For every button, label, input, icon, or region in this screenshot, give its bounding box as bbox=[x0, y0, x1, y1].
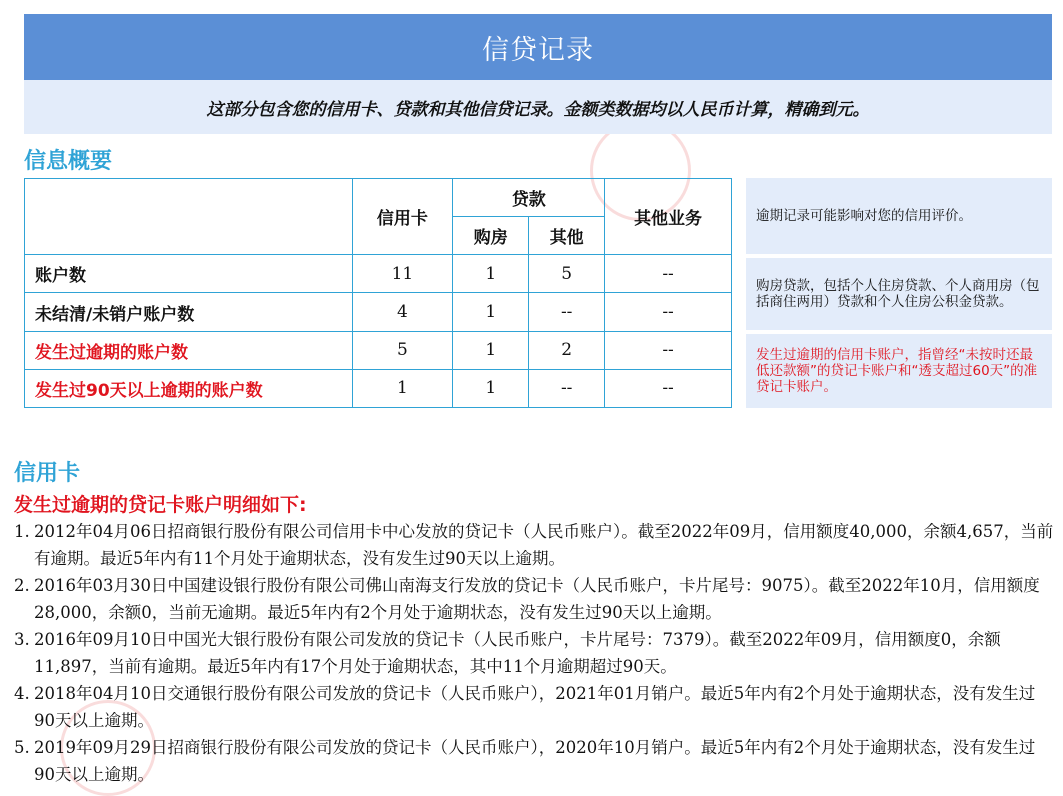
cell-other-business: -- bbox=[605, 331, 732, 369]
note-text: 发生过逾期的信用卡账户，指曾经“未按时还最低还款额”的贷记卡账户和“透支超过60天”的准贷记卡账户。 bbox=[756, 347, 1038, 395]
section-header bbox=[24, 14, 1052, 80]
note-text: 逾期记录可能影响对您的信用评价。 bbox=[756, 208, 972, 224]
note-overdue bbox=[746, 178, 1052, 254]
list-item-text: 2012年04月06日招商银行股份有限公司信用卡中心发放的贷记卡（人民币账户）。截至2022年09月，信用额度40,000，余额4,657，当前有逾期。最近5年内有11个月处于逾期状态，没有发生过90天以上逾期。 bbox=[34, 522, 1054, 568]
cell-other: -- bbox=[529, 293, 605, 331]
list-item-text: 2018年04月10日交通银行股份有限公司发放的贷记卡（人民币账户），2021年01月销户。最近5年内有2个月处于逾期状态，没有发生过90天以上逾期。 bbox=[34, 684, 1036, 730]
list-item bbox=[14, 626, 1054, 680]
list-item-text: 2019年09月29日招商银行股份有限公司发放的贷记卡（人民币账户），2020年10月销户。最近5年内有2个月处于逾期状态，没有发生过90天以上逾期。 bbox=[34, 738, 1036, 784]
credit-card-title: 信用卡 bbox=[14, 461, 81, 486]
header-other: 其他 bbox=[529, 217, 605, 255]
list-item-text: 2016年09月10日中国光大银行股份有限公司发放的贷记卡（人民币账户，卡片尾号：7379）。截至2022年09月，信用额度0，余额11,897，当前有逾期。最近5年内有17个月处于逾期状态，其中11个月逾期超过90天。 bbox=[34, 630, 1001, 676]
cell-credit-card: 11 bbox=[352, 255, 453, 293]
header-housing: 购房 bbox=[453, 217, 529, 255]
section-note-text: 这部分包含您的信用卡、贷款和其他信贷记录。金额类数据均以人民币计算，精确到元。 bbox=[206, 99, 870, 120]
row-label: 未结清/未销户账户数 bbox=[25, 293, 353, 331]
list-item-number: 1. bbox=[14, 522, 30, 541]
notes-column bbox=[746, 178, 1052, 412]
overview-title: 信息概要 bbox=[24, 149, 113, 174]
table-row bbox=[25, 255, 732, 293]
cell-other-business: -- bbox=[605, 369, 732, 407]
cell-housing: 1 bbox=[453, 255, 529, 293]
row-label: 账户数 bbox=[25, 255, 353, 293]
overview-table bbox=[24, 178, 732, 408]
cell-other: 2 bbox=[529, 331, 605, 369]
credit-card-subtitle: 发生过逾期的贷记卡账户明细如下: bbox=[14, 494, 307, 516]
list-item-number: 2. bbox=[14, 576, 30, 595]
list-item-text: 2016年03月30日中国建设银行股份有限公司佛山南海支行发放的贷记卡（人民币账户，卡片尾号：9075）。截至2022年10月，信用额度28,000，余额0，当前无逾期。最近5年内有2个月处于逾期状态，没有发生过90天以上逾期。 bbox=[34, 576, 1040, 622]
note-housing-loan bbox=[746, 258, 1052, 330]
section-title: 信贷记录 bbox=[482, 34, 594, 66]
cell-housing: 1 bbox=[453, 369, 529, 407]
cell-other-business: -- bbox=[605, 293, 732, 331]
table-row bbox=[25, 293, 732, 331]
table-row bbox=[25, 369, 732, 407]
record-list bbox=[14, 518, 1054, 788]
header-empty-cell bbox=[25, 179, 353, 255]
cell-credit-card: 5 bbox=[352, 331, 453, 369]
header-other-business: 其他业务 bbox=[605, 179, 732, 255]
list-item bbox=[14, 572, 1054, 626]
note-overdue-card bbox=[746, 334, 1052, 408]
cell-credit-card: 4 bbox=[352, 293, 453, 331]
list-item-number: 4. bbox=[14, 684, 30, 703]
section-note bbox=[24, 80, 1052, 134]
list-item bbox=[14, 680, 1054, 734]
row-label: 发生过90天以上逾期的账户数 bbox=[25, 369, 353, 407]
list-item bbox=[14, 518, 1054, 572]
header-credit-card: 信用卡 bbox=[352, 179, 453, 255]
cell-other: -- bbox=[529, 369, 605, 407]
row-label: 发生过逾期的账户数 bbox=[25, 331, 353, 369]
list-item-number: 3. bbox=[14, 630, 30, 649]
cell-credit-card: 1 bbox=[352, 369, 453, 407]
list-item bbox=[14, 734, 1054, 788]
table-row bbox=[25, 331, 732, 369]
cell-housing: 1 bbox=[453, 293, 529, 331]
cell-other-business: -- bbox=[605, 255, 732, 293]
list-item-number: 5. bbox=[14, 738, 30, 757]
cell-housing: 1 bbox=[453, 331, 529, 369]
header-loan: 贷款 bbox=[453, 179, 605, 217]
cell-other: 5 bbox=[529, 255, 605, 293]
note-text: 购房贷款，包括个人住房贷款、个人商用房（包括商住两用）贷款和个人住房公积金贷款。 bbox=[756, 278, 1040, 310]
